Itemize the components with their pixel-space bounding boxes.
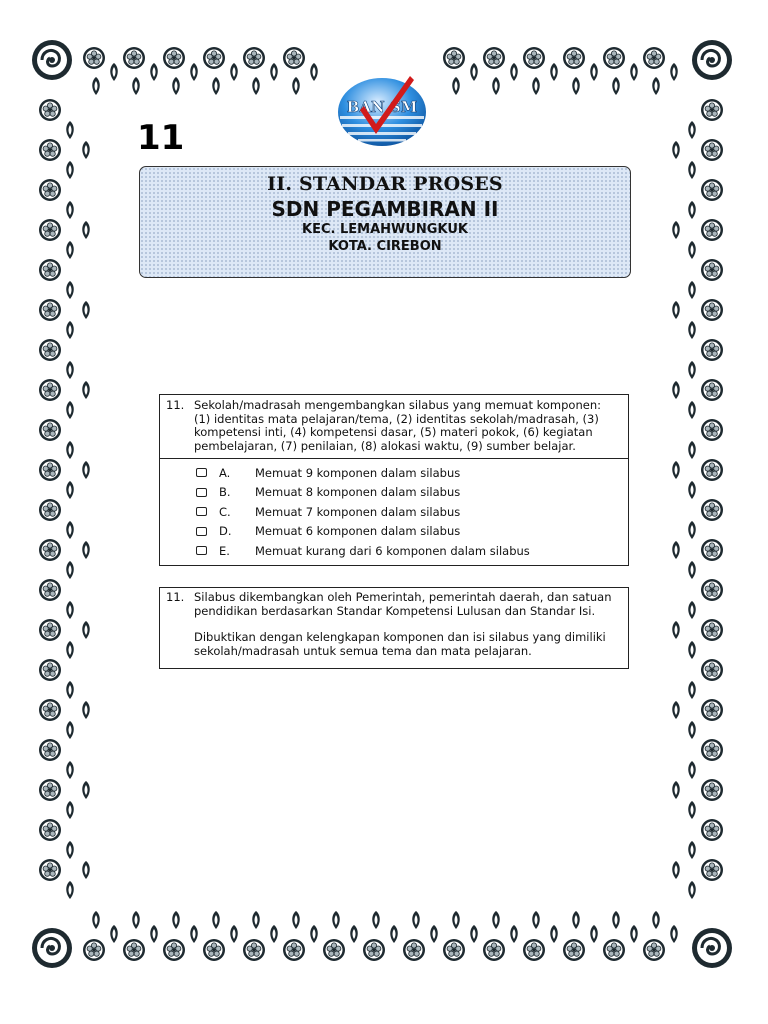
checkbox-icon[interactable] bbox=[196, 507, 207, 516]
question-number: 11. bbox=[166, 398, 185, 412]
option-text: Memuat 8 komponen dalam silabus bbox=[255, 485, 461, 500]
question-line: pembelajaran, (7) penilaian, (8) alokasi waktu, (9) sumber belajar. bbox=[194, 438, 576, 453]
page-number: 11 bbox=[137, 118, 185, 158]
question-line: Sekolah/madrasah mengembangkan silabus yang memuat komponen: bbox=[194, 398, 601, 412]
school-name: SDN PEGAMBIRAN II bbox=[271, 197, 499, 221]
option-letter: A. bbox=[219, 465, 231, 480]
evidence-line: Silabus dikembangkan oleh Pemerintah, pemerintah daerah, dan satuan bbox=[194, 590, 612, 604]
header-box bbox=[139, 166, 631, 278]
option-letter: C. bbox=[219, 504, 231, 519]
city-name: KOTA. CIREBON bbox=[328, 239, 442, 254]
evidence-line: sekolah/madrasah untuk semua tema dan mata pelajaran. bbox=[194, 643, 532, 658]
option-text: Memuat 6 komponen dalam silabus bbox=[255, 524, 461, 539]
option-d[interactable] bbox=[196, 522, 622, 542]
evidence-block bbox=[159, 587, 629, 669]
option-e[interactable] bbox=[196, 541, 622, 561]
question-line: (1) identitas mata pelajaran/tema, (2) identitas sekolah/madrasah, (3) bbox=[194, 411, 599, 426]
checkbox-icon[interactable] bbox=[196, 527, 207, 536]
question-block bbox=[159, 394, 629, 566]
option-c[interactable] bbox=[196, 502, 622, 522]
option-letter: B. bbox=[219, 485, 231, 500]
evidence-number: 11. bbox=[166, 590, 185, 604]
evidence-line: Dibuktikan dengan kelengkapan komponen dan isi silabus yang dimiliki bbox=[194, 630, 606, 644]
evidence-paragraph-2 bbox=[194, 631, 622, 658]
option-a[interactable] bbox=[196, 463, 622, 483]
option-text: Memuat 7 komponen dalam silabus bbox=[255, 504, 461, 519]
question-line: kompetensi inti, (4) kompetensi dasar, (5) materi pokok, (6) kegiatan bbox=[194, 425, 593, 439]
option-letter: D. bbox=[219, 524, 232, 539]
checkbox-icon[interactable] bbox=[196, 488, 207, 497]
evidence-paragraph-1 bbox=[194, 591, 622, 618]
option-letter: E. bbox=[219, 543, 230, 558]
answer-options bbox=[160, 459, 628, 565]
district-name: KEC. LEMAHWUNGKUK bbox=[302, 222, 468, 237]
ban-sm-logo bbox=[334, 72, 430, 148]
evidence-text bbox=[194, 591, 622, 658]
checkbox-icon[interactable] bbox=[196, 468, 207, 477]
option-text: Memuat kurang dari 6 komponen dalam silabus bbox=[255, 543, 530, 558]
checkbox-icon[interactable] bbox=[196, 546, 207, 555]
evidence-line: pendidikan berdasarkan Standar Kompetensi Lulusan dan Standar Isi. bbox=[194, 603, 596, 618]
option-text: Memuat 9 komponen dalam silabus bbox=[255, 465, 461, 480]
question-text bbox=[194, 399, 622, 453]
option-b[interactable] bbox=[196, 483, 622, 503]
section-title: II. STANDAR PROSES bbox=[267, 173, 503, 195]
question-statement bbox=[160, 395, 628, 459]
logo-text: BAN SM bbox=[346, 98, 418, 116]
